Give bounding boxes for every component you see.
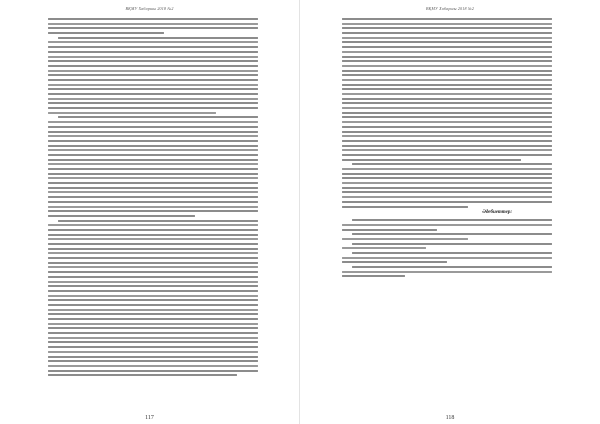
text-line: [48, 135, 258, 137]
text-line: [48, 196, 258, 198]
page-number-left: 117: [145, 415, 154, 421]
text-line: [48, 121, 258, 123]
right-page-body: [342, 18, 552, 280]
text-line: [342, 74, 552, 76]
text-line: [48, 191, 258, 193]
text-line: [342, 46, 552, 48]
text-line: [48, 252, 258, 254]
text-line: [48, 93, 258, 95]
text-line: [342, 177, 552, 179]
text-line: [48, 238, 258, 240]
text-line: [48, 257, 258, 259]
text-line: [48, 27, 258, 29]
text-line: [48, 313, 258, 315]
text-line: [48, 131, 258, 133]
text-line: [48, 41, 258, 43]
text-line: [48, 51, 258, 53]
text-line: [48, 74, 258, 76]
text-line: [342, 126, 552, 128]
text-line: [342, 191, 552, 193]
text-line: [352, 219, 552, 221]
text-line: [342, 116, 552, 118]
text-line: [342, 154, 552, 156]
text-line: [48, 346, 258, 348]
text-line: [342, 229, 437, 231]
text-line: [342, 56, 552, 58]
text-line: [342, 145, 552, 147]
text-line: [48, 374, 237, 376]
text-line: [342, 247, 426, 249]
text-line: [48, 168, 258, 170]
text-line: [48, 206, 258, 208]
text-line: [342, 102, 552, 104]
text-line: [48, 79, 258, 81]
text-line: [48, 177, 258, 179]
text-line: [342, 140, 552, 142]
text-line: [48, 187, 258, 189]
text-line: [48, 56, 258, 58]
text-line: [342, 32, 552, 34]
text-line: [48, 266, 258, 268]
text-line: [48, 323, 258, 325]
text-line: [342, 168, 552, 170]
page-number-right: 118: [445, 415, 455, 421]
text-line: [48, 88, 258, 90]
text-line: [48, 299, 258, 301]
running-head-right: ВҚМУ Хабаршы 2018 №2: [425, 6, 475, 11]
text-line: [48, 173, 258, 175]
text-line: [342, 112, 552, 114]
text-line: [342, 51, 552, 53]
text-line: [342, 159, 521, 161]
text-line: [342, 41, 552, 43]
text-line: [48, 341, 258, 343]
text-line: [48, 290, 258, 292]
text-line: [342, 65, 552, 67]
text-line: [58, 37, 258, 39]
text-line: [48, 18, 258, 20]
references-heading: Әдебиеттер:: [482, 210, 512, 216]
text-line: [48, 159, 258, 161]
text-line: [48, 107, 258, 109]
text-line: [48, 304, 258, 306]
text-line: [342, 88, 552, 90]
text-line: [48, 337, 258, 339]
right-page: [300, 0, 600, 424]
running-head-left: ВҚМУ Хабаршы 2018 №2: [125, 6, 174, 11]
text-line: [48, 224, 258, 226]
text-line: [342, 261, 447, 263]
text-line: [342, 196, 552, 198]
text-line: [342, 70, 552, 72]
text-line: [48, 140, 258, 142]
text-line: [352, 243, 552, 245]
text-line: [48, 309, 258, 311]
text-line: [342, 173, 552, 175]
text-line: [342, 18, 552, 20]
text-line: [342, 149, 552, 151]
text-line: [48, 285, 258, 287]
text-line: [48, 182, 258, 184]
text-line: [48, 98, 258, 100]
text-line: [48, 84, 258, 86]
text-line: [342, 238, 468, 240]
text-line: [48, 60, 258, 62]
text-line: [48, 276, 258, 278]
text-line: [48, 318, 258, 320]
text-line: [352, 252, 552, 254]
text-line: [342, 79, 552, 81]
text-line: [48, 154, 258, 156]
text-line: [48, 46, 258, 48]
text-line: [342, 271, 552, 273]
text-line: [48, 295, 258, 297]
text-line: [342, 84, 552, 86]
text-line: [48, 271, 258, 273]
text-line: [48, 360, 258, 362]
text-line: [48, 70, 258, 72]
text-line: [48, 281, 258, 283]
text-line: [352, 163, 552, 165]
text-line: [342, 224, 552, 226]
text-line: [48, 370, 258, 372]
text-line: [48, 201, 258, 203]
text-line: [342, 121, 552, 123]
text-line: [48, 163, 258, 165]
text-line: [342, 275, 405, 277]
text-line: [342, 37, 552, 39]
text-line: [342, 60, 552, 62]
text-line: [48, 32, 164, 34]
text-line: [352, 266, 552, 268]
text-line: [342, 201, 552, 203]
text-line: [48, 327, 258, 329]
text-line: [48, 248, 258, 250]
text-line: [48, 65, 258, 67]
text-line: [48, 262, 258, 264]
text-line: [48, 351, 258, 353]
text-line: [48, 149, 258, 151]
text-line: [48, 126, 258, 128]
text-line: [48, 102, 258, 104]
text-line: [48, 356, 258, 358]
text-line: [48, 112, 216, 114]
text-line: [342, 23, 552, 25]
text-line: [58, 220, 258, 222]
text-line: [48, 145, 258, 147]
text-line: [58, 116, 258, 118]
text-line: [48, 365, 258, 367]
text-line: [48, 229, 258, 231]
left-page-body: [48, 18, 258, 379]
text-line: [342, 131, 552, 133]
text-line: [342, 93, 552, 95]
text-line: [48, 23, 258, 25]
text-line: [342, 107, 552, 109]
text-line: [342, 206, 468, 208]
text-line: [48, 243, 258, 245]
text-line: [342, 187, 552, 189]
text-line: [342, 182, 552, 184]
text-line: [352, 233, 552, 235]
text-line: [342, 135, 552, 137]
text-line: [342, 27, 552, 29]
text-line: [48, 332, 258, 334]
text-line: [342, 257, 552, 259]
text-line: [342, 98, 552, 100]
text-line: [48, 215, 195, 217]
text-line: [48, 210, 258, 212]
text-line: [48, 234, 258, 236]
